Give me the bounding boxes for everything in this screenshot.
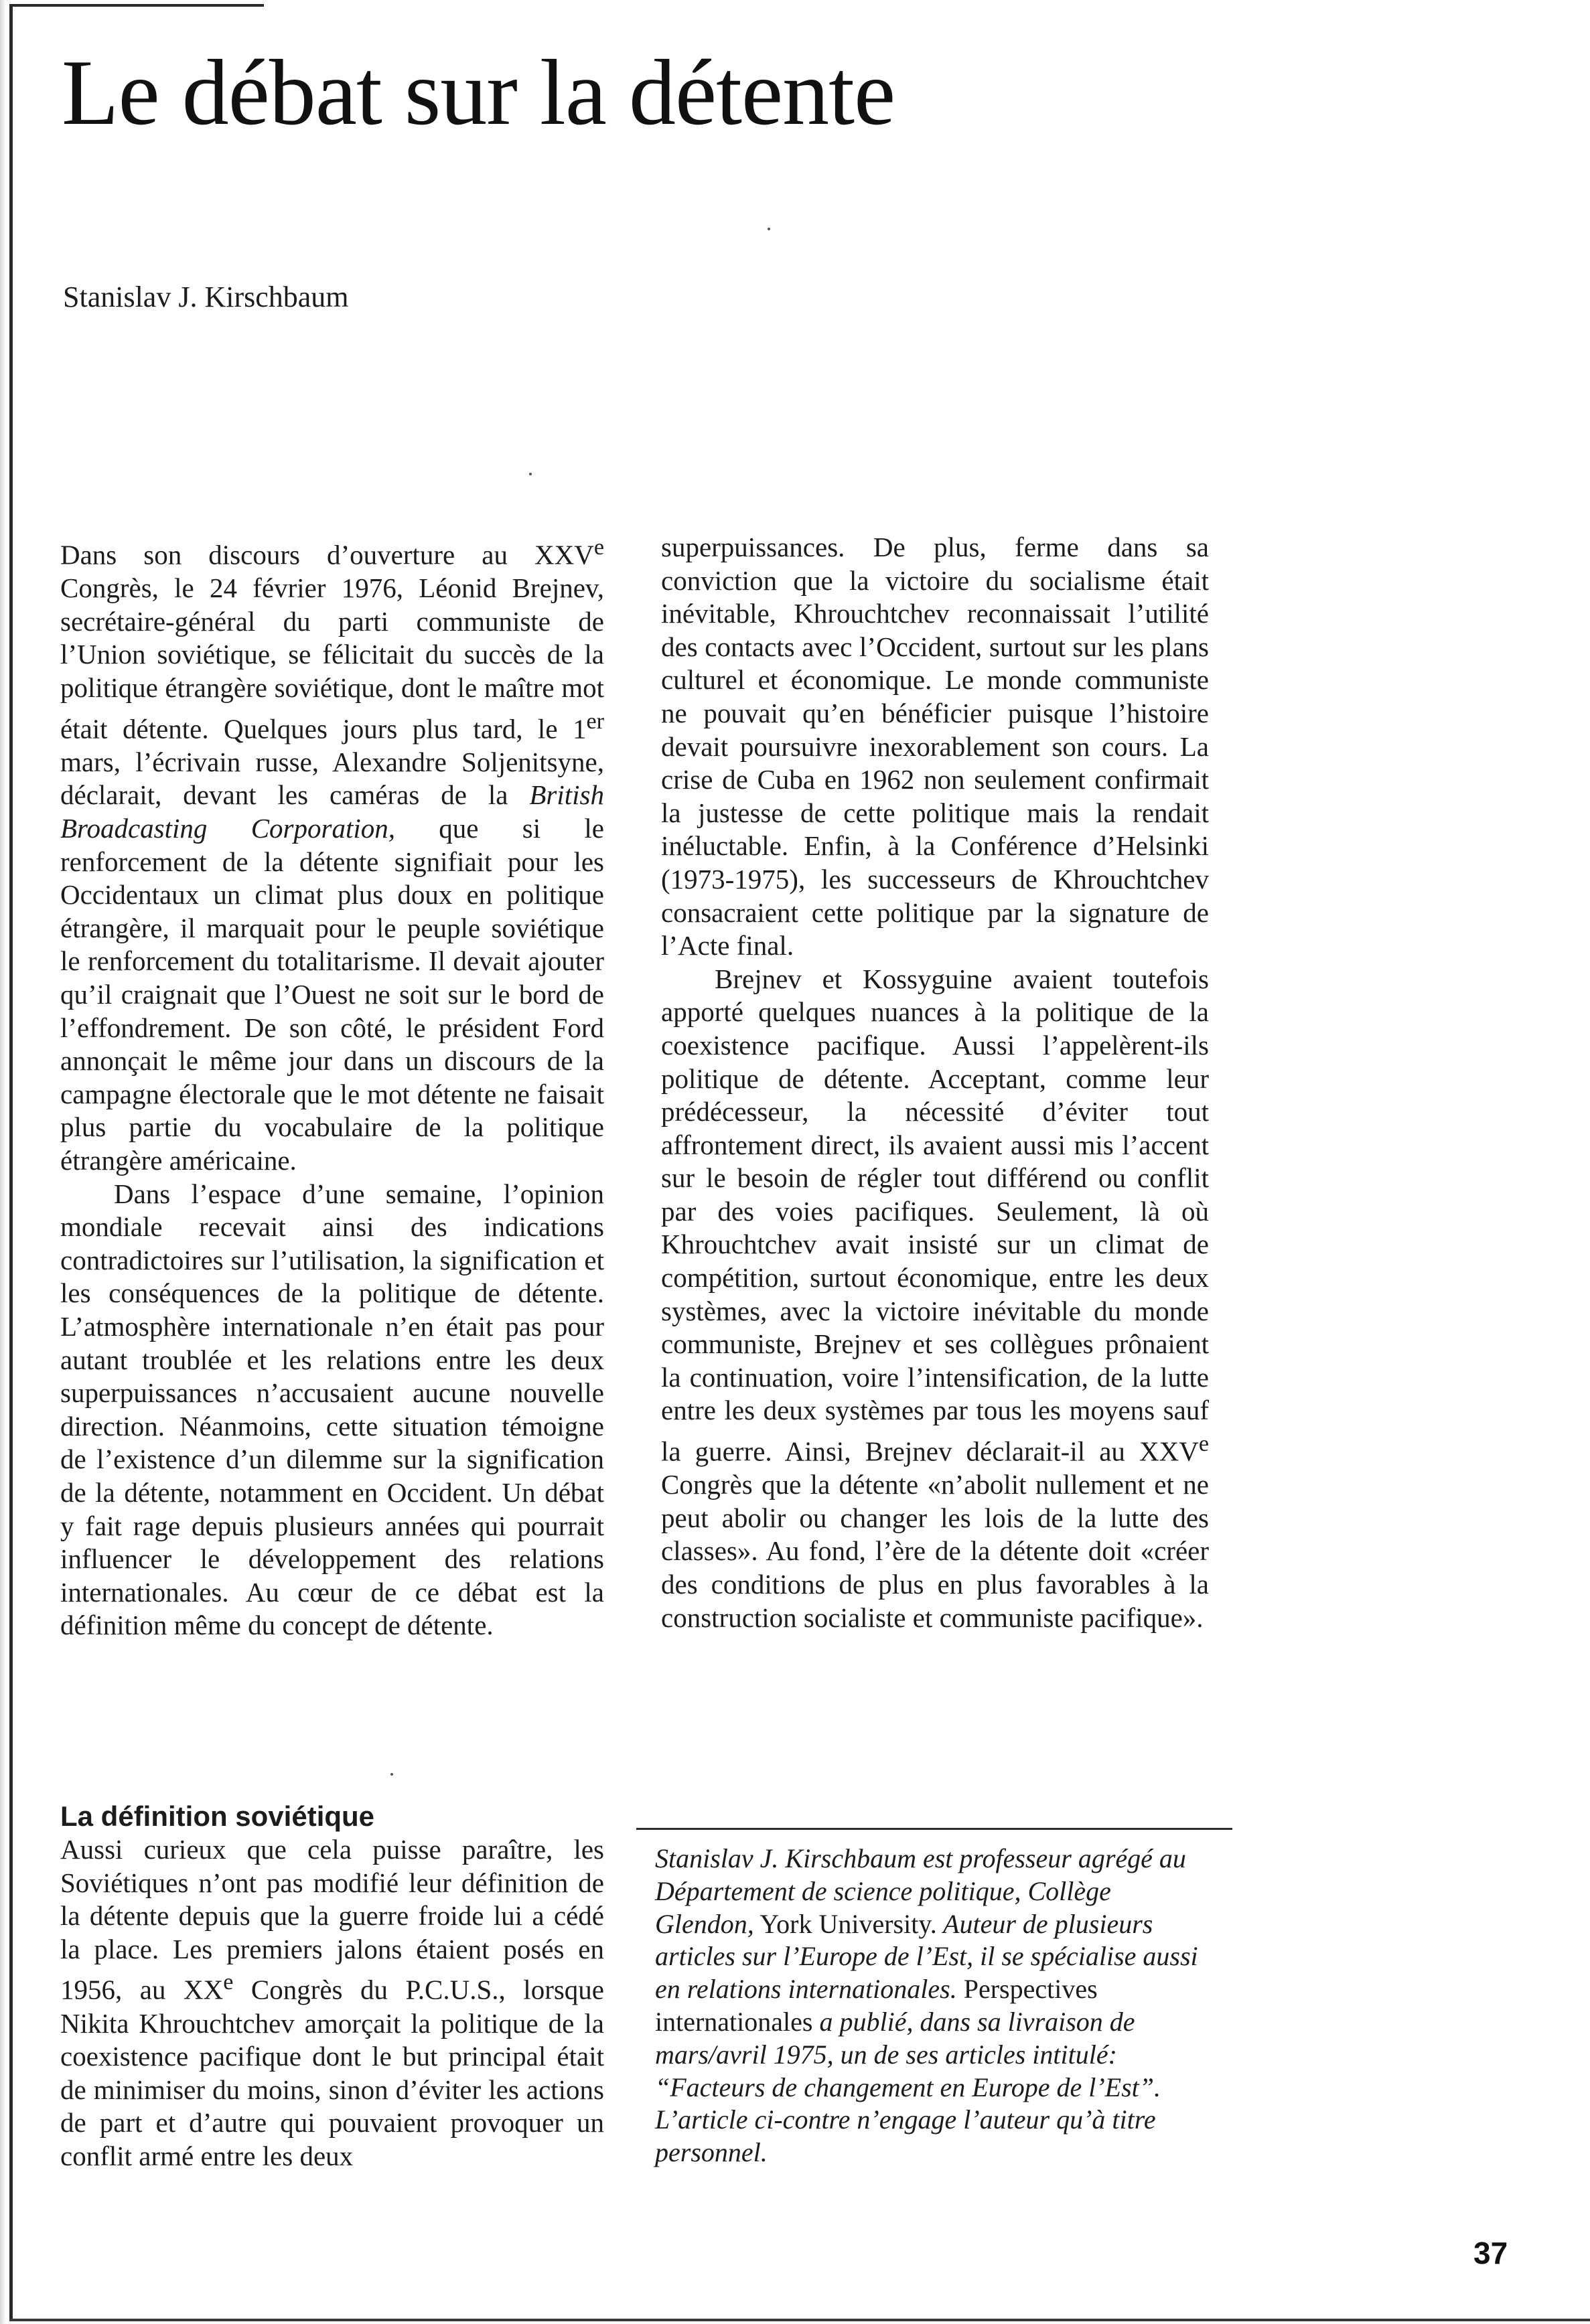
bio-divider [636,1828,1232,1830]
bio-roman: Perspectives internationales [655,1974,1098,2037]
right-column [661,531,1209,1634]
paragraph [60,1833,604,2173]
scan-speck [529,473,532,475]
text-run: mars, l’écrivain russe, Alexandre Soljenitsyne, déclarait, devant les caméras de la [60,746,604,811]
scan-margin-line-left [9,5,13,2319]
scan-shadow [0,0,6,2324]
superscript: e [1198,1431,1209,1457]
scan-margin-line-top [9,4,264,7]
text-run: Congrès du P.C.U.S., lorsque Nikita Khrouchtchev amorçait la politique de la coexistence pacifique dont le but principal était de minimiser du moins, sinon d’éviter les actions de part et d’autre qui pouvaient provoquer un conflit armé entre les deux [60,1974,604,2171]
text-run: Brejnev et Kossyguine avaient toutefois apporté quelques nuances à la politique de la coexistence pacifique. Aussi l’appelèrent-ils politique de détente. Acceptant, comme leur prédécesseur, la nécessité d’éviter tout affrontement direct, ils avaient aussi mis l’accent sur le besoin de régler tout différend ou conflit par des voies pacifiques. Seulement, là où Khrouchtchev avait insisté sur un climat de compétition, surtout économique, entre les deux systèmes, avec la victoire inévitable du monde communiste, Brejnev et ses collègues prônaient la continuation, voire l’intensification, de la lutte entre les deux systèmes par tous les moyens sauf la guerre. Ainsi, Brejnev déclarait-il au XXV [661,963,1209,1467]
superscript: e [223,1970,234,1995]
bio-italic: Stanislav J. Kirschbaum est professeur agrégé au Département de science politique, Collège Glendon, [655,1843,1186,1939]
paragraph: Dans l’espace d’une semaine, l’opinion mondiale recevait ainsi des indications contradictoires sur l’utilisation, la signification et les conséquences de la politique de détente. L’atmosphère internationale n’en était pas pour autant troublée et les relations entre les deux superpuissances n’accusaient aucune nouvelle direction. Néanmoins, cette situation témoigne de l’existence d’un dilemme sur la signification de la détente, notamment en Occident. Un débat y fait rage depuis plusieurs années qui pourrait influencer le développement des relations internationales. Au cœur de ce débat est la définition même du concept de détente. [60,1178,604,1641]
text-run: Congrès que la détente «n’abolit nullement et ne peut abolir ou changer les lois de la lutte des classes». Au fond, l’ère de la détente doit «créer des conditions de plus en plus favorables à la construction socialiste et communiste pacifique». [661,1469,1209,1633]
scan-margin-line-bottom [9,2319,1590,2321]
italic-text: British Broadcasting Corporation, [60,779,604,844]
page-number: 37 [1473,2236,1508,2270]
superscript: er [586,708,604,734]
bio-italic: a publié, dans sa livraison de mars/avril 1975, un de ses articles intitulé: “Facteurs de changement en Europe de l’Est”. L’article ci-contre n’engage l’auteur qu’à titre personnel. [655,2006,1161,2168]
text-run: Dans son discours d’ouverture au XXV [60,539,594,570]
scan-speck [768,228,770,230]
text-run: Aussi curieux que cela puisse paraître, les Soviétiques n’ont pas modifié leur définition de la détente depuis que la guerre froide lui a cédé la place. Les premiers jalons étaient posés en 1956, au XX [60,1834,604,2006]
paragraph [60,531,604,1178]
paragraph [661,963,1209,1635]
left-column [60,531,604,1642]
bio-roman: York University. [753,1908,937,1939]
bio-italic: Auteur de plusieurs articles sur l’Europe de l’Est, il se spécialise aussi en relations internationales. [655,1908,1198,2005]
text-run: Congrès, le 24 février 1976, Léonid Brejnev, secrétaire-général du parti communiste de l’Union soviétique, se félicitait du succès de la politique étrangère soviétique, dont le maître mot était détente. Quelques jours plus tard, le 1 [60,572,604,745]
scan-speck [390,1773,393,1776]
section-heading: La définition soviétique [60,1800,375,1832]
article-author: Stanislav J. Kirschbaum [63,281,349,313]
text-run: que si le renforcement de la détente signifiait pour les Occidentaux un climat plus doux en politique étrangère, il marquait pour le peuple soviétique le renforcement du totalitarisme. Il devait ajouter qu’il craignait que l’Ouest ne soit sur le bord de l’effondrement. De son côté, le président Ford annonçait le même jour dans un discours de la campagne électorale que le mot détente ne faisait plus partie du vocabulaire de la politique étrangère américaine. [60,813,604,1176]
article-title: Le débat sur la détente [62,41,895,145]
left-column-continued [60,1833,604,2173]
superscript: e [593,535,604,560]
paragraph: superpuissances. De plus, ferme dans sa conviction que la victoire du socialisme était inévitable, Khrouchtchev reconnaissait l’utilité des contacts avec l’Occident, surtout sur les plans culturel et économique. Le monde communiste ne pouvait qu’en bénéficier puisque l’histoire devait poursuivre inexorablement son cours. La crise de Cuba en 1962 non seulement confirmait la justesse de cette politique mais la rendait inéluctable. Enfin, à la Conférence d’Helsinki (1973-1975), les successeurs de Khrouchtchev consacraient cette politique par la signature de l’Acte final. [661,532,1209,961]
author-bio [655,1843,1208,2169]
